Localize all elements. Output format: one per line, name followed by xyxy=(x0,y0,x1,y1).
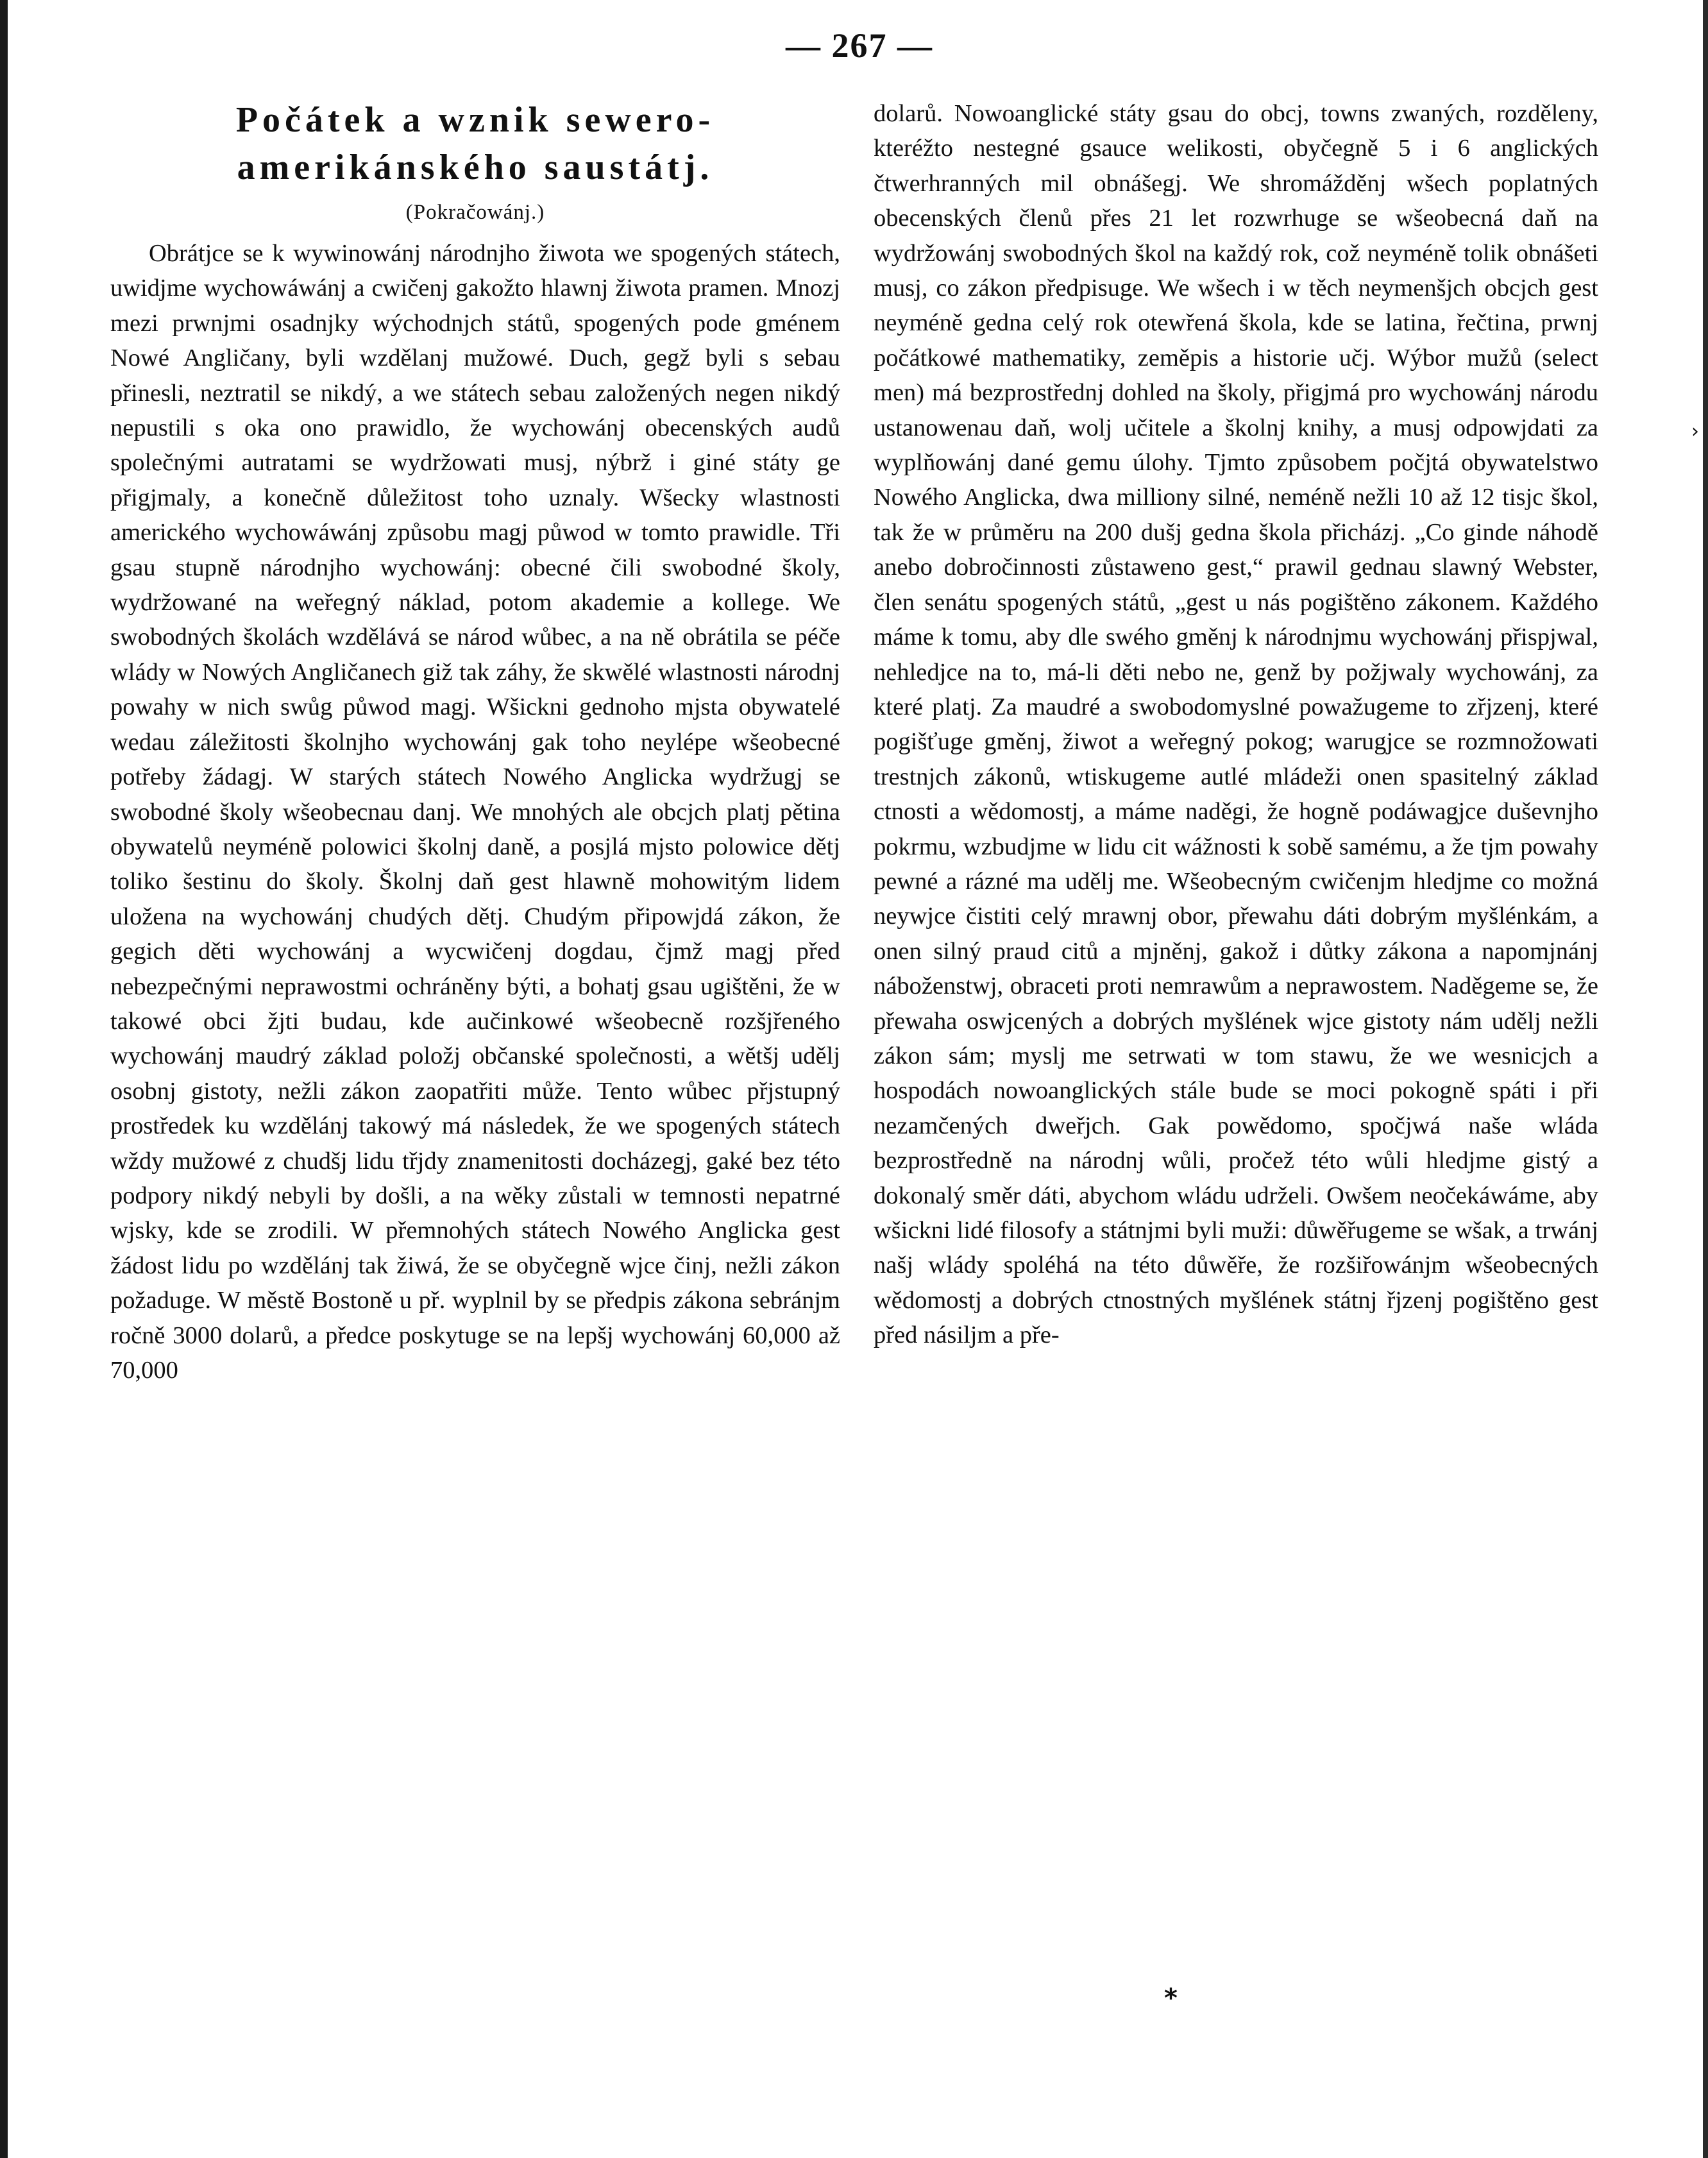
page-number: — 267 — xyxy=(786,26,933,65)
scan-edge-right xyxy=(1703,0,1708,2158)
scan-edge-left xyxy=(0,0,8,2158)
left-column-text: Obrátjce se k wywinowánj národnjho žiwota we spogených státech, uwidjme wychowáwánj a cwičenj gakožto hlawnj žiwota pramen. Mnozj mezi prwnjmi osadnjky wýchodnjch států, spogených pode gménem Nowé Angličany, byli wzdělanj mužowé. Duch, gegž byli s sebau přinesli, neztratil se nikdý, a we státech sebau založených negen nikdý nepustili s oka ono prawidlo, že wychowánj obecenských audů společnými autratami se wydržowati musj, nýbrž i giné státy ge přigjmaly, a konečně důležitost toho uznaly. Wšecky wlastnosti amerického wychowáwánj způsobu magj půwod w tomto prawidle. Tři gsau stupně národnjho wychowánj: obecné čili swobodné školy, wydržowané na weřegný náklad, potom akademie a kollege. We swobodných školách wzdělává se národ wůbec, a na ně obrátila se péče wlády w Nowých Angličanech giž tak záhy, že skwělé wlastnosti národnj powahy w nich swůg půwod magj. Wšickni gednoho mjsta obywatelé wedau záležitosti školnjho wychowánj gak toho neylépe wšeobecné potřeby žádagj. W starých státech Nowého Anglicka wydržugj se swobodné školy wšeobecnau danj. We mnohých ale obcjch platj pětina obywatelů neyméně polowici školnj daně, a posjlá mjsto polowice dětj toliko šestinu do školy. Školnj daň gest hlawně mohowitým lidem uložena na wychowánj chudých dětj. Chudým připowjdá zákon, že gegich děti wychowánj a wycwičenj dogdau, čjmž magj před nebezpečnými neprawostmi ochráněny býti, a bohatj gsau ugištěni, že w takowé obci žjti budau, kde aučinkowé wšeobecně rozšjřeného wychowánj maudrý základ položj občanské společnosti, a wětšj udělj osobnj gistoty, nežli zákon zaopatřiti může. Tento wůbec přjstupný prostředek ku wzdělánj takowý má následek, že we spogených státech wždy mužowé z chudšj lidu třjdy znamenitosti docházegj, gaké bez této podpory nikdý nebyli by došli, a na wěky zůstali w temnosti nepatrné wjsky, kde se zrodili. W přemnohých státech Nowého Anglicka gest žádost lidu po wzdělánj tak žiwá, že se obyčegně wjce činj, nežli zákon požaduge. W městě Bostoně u př. wyplnil by se předpis zákona sebránjm ročně 3000 dolarů, a předce poskytuge se na lepšj wychowánj 60,000 až 70,000 xyxy=(110,240,840,1384)
left-column xyxy=(110,96,840,1388)
margin-mark: › xyxy=(1691,420,1699,443)
right-column xyxy=(874,96,1598,1353)
article-subtitle: (Pokračowánj.) xyxy=(405,201,545,224)
right-column-text: dolarů. Nowoanglické státy gsau do obcj, towns zwaných, rozděleny, kteréžto nestegné gsauce welikosti, obyčegně 5 i 6 anglických čtwerhranných mil obnášegj. We shromážděnj wšech poplatných obecenských členů přes 21 let rozwrhuge se wšeobecná daň na wydržowánj swobodných škol na každý rok, což neyméně tolik obnášeti musj, co zákon předpisuge. We wšech i w těch neymenšjch obcjch gest neyméně gedna celý rok otewřená škola, kde se latina, řečtina, prwnj počátkowé mathematiky, zeměpis a historie učj. Wýbor mužů (select men) má bezprostřednj dohled na školy, přigjmá pro wychowánj národu ustanowenau daň, wolj učitele a školnj knihy, a musj odpowjdati za wyplňowánj dané gemu úlohy. Tjmto způsobem počjtá obywatelstwo Nowého Anglicka, dwa milliony silné, neméně nežli 10 až 12 tisjc škol, tak že w průměru na 200 dušj gedna škola přicházj. „Co ginde náhodě anebo dobročinnosti zůstaweno gest,“ prawil gednau slawný Webster, člen senátu spogených států, „gest u nás pogištěno zákonem. Každého máme k tomu, aby dle swého gměnj k národnjmu wychowánj přispjwal, nehledjce na to, má-li děti nebo ne, genž by požjwaly wychowánj, za které platj. Za maudré a swobodomyslné powažugeme to zřjzenj, které pogišťuge gměnj, žiwot a weřegný pokog; warugjce se rozmnožowati trestnjch zákonů, wtiskugeme autlé mládeži onen spasitelný základ ctnosti a wědomostj, a máme naděgi, že hogně podáwagjce duševnjho pokrmu, wzbudjme w lidu cit wážnosti k sobě samému, a že tjm powahy pewné a rázné ma udělj me. Wšeobecným cwičenjm hledjme co možná neywjce čistiti celý mrawnj obor, přewahu dáti dobrým myšlénkám, a onen silný praud citů a mjněnj, gakož i důtky zákona a napomjnánj náboženstwj, obraceti proti nemrawům a neprawostem. Naděgeme se, že přewaha oswjcených a dobrých myšlének wjce gistoty nám udělj nežli zákon sám; myslj me setrwati w tom stawu, že we wesnicjch a hospodách nowoanglických stále bude se moci pokogně spáti i při nezamčených dweřjch. Gak powědomo, spočjwá naše wláda bezprostředně na národnj wůli, pročež této wůli hledjme gistý a dokonalý směr dáti, abychom wládu udrželi. Owšem neočekáwáme, aby wšickni lidé filosofy a státnjmi byli muži: důwěřugeme se wšak, a trwánj našj wlády spoléhá na této důwěře, že rozšiřowánjm wšeobecných wědomostj a dobrých ctnostných myšlének státnj řjzenj pogištěno gest před násiljm a pře- xyxy=(874,100,1598,1349)
article-title: Počátek a wznik sewero-amerikánského saustátj. xyxy=(235,100,715,187)
footer-signature-mark: * xyxy=(1164,1984,1178,2013)
